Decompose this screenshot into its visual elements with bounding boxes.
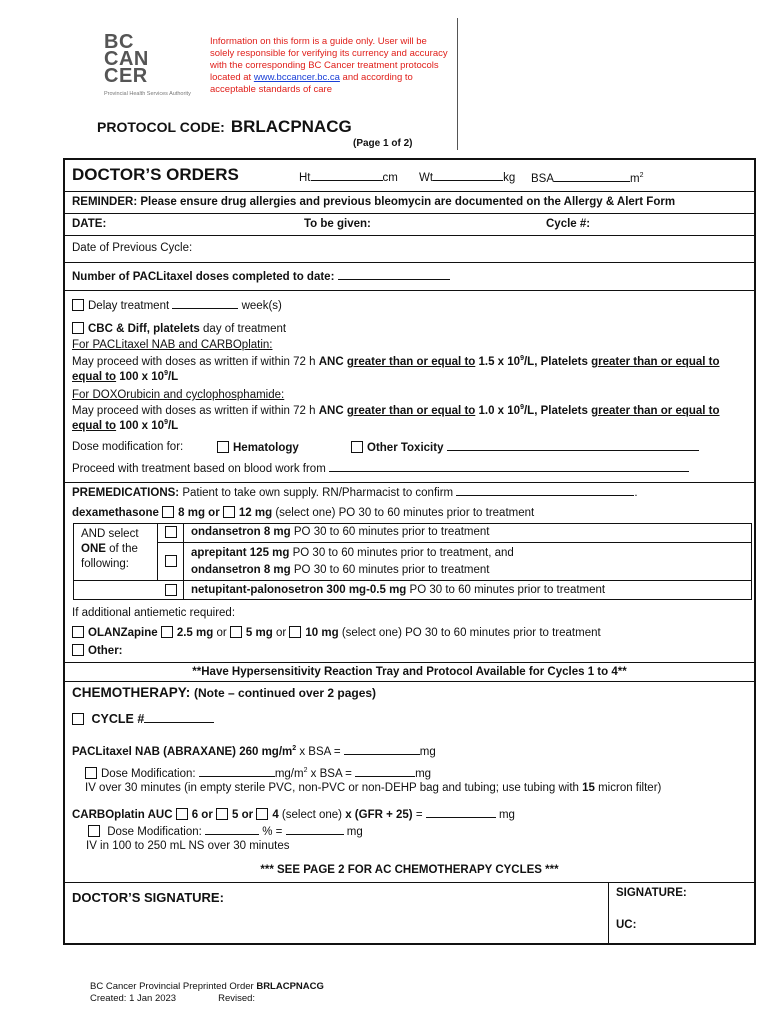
prev-cycle-field[interactable]: Date of Previous Cycle: [72,242,193,254]
footer: BC Cancer Provincial Preprinted Order BRLACPNACG Created: 1 Jan 2023 Revised: [90,981,324,1004]
doctors-orders-form: DOCTOR’S ORDERS Ht cm Wt kg BSA $m^2$ REMINDER: Please ensure drug allergies and previous bleomycin are documented on the Allergy & Alert Form DATE: To be given: Cycle #: Date of Previous Cycle: Number of PACLitaxel doses completed to date: Delay treatment week(s) CBC & Diff, platelets day of treatment For PACLitaxel NAB and CARBOplatin: May proceed with doses as written if within 72 h ANC greater than or equal to 1.5 x $10^9/L$, Platelets greater than or equal to equal to 100 x $10^9/L$ For DOXOrubicin and cyclophosphamide: May proceed with doses as written if within 72 h ANC greater than or equal to 1.0 x $10^9/L$, Platelets greater than or equal to equal to 100 x $10^9/L$ Dose modification for: Hematology Other Toxicity Proceed with treatment based on blood work from PREMEDICATIONS: Patient to take own supply. RN/Pharmacist to confirm . dexamethasone 8 mg or 12 mg (select one) PO 30 to 60 minutes prior to treatment AND select ONE of the following: ondansetron 8 mg PO 30 to 60 minutes prior to treatment aprepitant 125 mg PO 30 to 60 minutes prior to treatment, and ondansetron 8 mg PO 30 to 60 minutes prior to treatment netupitant-palonosetron 300 mg-0.5 mg PO 30 to 60 minutes prior to treatment If additional antiemetic required: OLANZapine 2.5 mg or 5 mg or 10 mg (select one) PO 30 to 60 minutes prior to treatment Other: **Have Hypersensitivity Reaction Tray and Protocol Available for Cycles 1 to 4** CHEMOTHERAPY: (Note – continued over 2 pages) CYCLE # PACLitaxel NAB (ABRAXANE) 260 $mg/m^2$ x BSA = mg Dose Modification: $mg/m^2$ x BSA = mg IV over 30 minutes (in empty sterile PVC, non-PVC or non-DEHP bag and tubing; use tubing with 15 micron filter) CARBOplatin AUC 6 or 5 or 4 (select one) x (GFR + 25) = mg Dose Modification: % = mg IV in 100 to 250 mL NS over 30 minutes *** SEE PAGE 2 FOR AC CHEMOTHERAPY CYCLES *** DOCTOR’S SIGNATURE: SIGNATURE: UC: [63,158,756,945]
dexamethasone-row: dexamethasone 8 mg or 12 mg (select one) PO 30 to 60 minutes prior to treatment [72,507,535,519]
page-number: (Page 1 of 2) [353,138,413,149]
ondansetron-option: ondansetron 8 mg PO 30 to 60 minutes prior to treatment [191,526,490,538]
pac-dose-mod-checkbox[interactable] [85,767,97,779]
reminder-row: REMINDER: Please ensure drug allergies and previous bleomycin are documented on the Allergy & Alert Form [65,192,754,214]
other-toxicity-checkbox[interactable] [351,441,363,453]
cycle-checkbox[interactable] [72,713,84,725]
delay-checkbox[interactable] [72,299,84,311]
uc-field[interactable]: UC: [616,919,637,931]
treatment-section: Delay treatment week(s) CBC & Diff, platelets day of treatment For PACLitaxel NAB and CARBOplatin: May proceed with doses as written if within 72 h ANC greater than or equal to 1.5 x $10^9/L$, Platelets greater than or equal to equal to 100 x $10^9/L$ For DOXOrubicin and cyclophosphamide: May proceed with doses as written if within 72 h ANC greater than or equal to 1.0 x $10^9/L$, Platelets greater than or equal to equal to 100 x $10^9/L$ Dose modification for: Hematology Other Toxicity Proceed with treatment based on blood work from [65,291,754,483]
weight-field[interactable]: Wt kg [419,172,516,184]
carboplatin-dose[interactable]: CARBOplatin AUC 6 or 5 or 4 (select one) x (GFR + 25) = mg [72,809,515,821]
olanz-10mg-checkbox[interactable] [289,626,301,638]
height-field[interactable]: Ht cm [299,172,398,184]
and-select-label: AND select ONE of the following: [81,528,139,570]
date-row [65,214,754,236]
proceed-blood-field[interactable]: Proceed with treatment based on blood work from [72,463,689,475]
other-antiemetic-checkbox[interactable] [72,644,84,656]
olanz-2-5mg-checkbox[interactable] [161,626,173,638]
cbc-option[interactable]: CBC & Diff, platelets day of treatment [72,322,286,335]
pac-doses-field[interactable]: Number of PACLitaxel doses completed to date: [72,271,450,283]
carbo-dose-modification[interactable]: Dose Modification: % = mg [88,825,363,838]
header-divider [457,18,458,150]
auc6-checkbox[interactable] [176,808,188,820]
antiemetic-table [73,523,752,600]
auc5-checkbox[interactable] [216,808,228,820]
netupitant-option: netupitant-palonosetron 300 mg-0.5 mg PO 30 to 60 minutes prior to treatment [191,584,606,596]
prev-cycle-row [65,236,754,263]
cycle-field[interactable]: Cycle #: [546,218,591,230]
orders-title-row [65,160,754,192]
signature-row [65,883,754,943]
disclaimer: Information on this form is a guide only. User will be solely responsible for verifying its currency and accuracy with the corresponding BC Cancer treatment protocols located at www.bccancer.bc.ca and according to acceptable standards of care [210,36,448,95]
bccancer-link[interactable]: www.bccancer.bc.ca [253,72,340,83]
hematology-option[interactable]: Hematology [217,441,299,454]
cbc-checkbox[interactable] [72,322,84,334]
hsr-row: **Have Hypersensitivity Reaction Tray and Protocol Available for Cycles 1 to 4** [65,663,754,682]
orders-title: DOCTOR’S ORDERS [72,165,239,184]
carbo-dose-mod-checkbox[interactable] [88,825,100,837]
bsa-field[interactable]: BSA $m^2$ [531,172,644,185]
dexa-8mg-checkbox[interactable] [162,506,174,518]
cycle-number-field[interactable]: CYCLE # [72,712,214,726]
other-toxicity-option[interactable]: Other Toxicity [351,441,699,454]
other-antiemetic[interactable]: Other: [72,644,123,657]
hematology-checkbox[interactable] [217,441,229,453]
dexa-12mg-checkbox[interactable] [223,506,235,518]
date-field[interactable]: DATE: [72,218,107,230]
chemo-title: CHEMOTHERAPY: (Note – continued over 2 pages) [72,685,377,700]
premed-intro: PREMEDICATIONS: Patient to take own supply. RN/Pharmacist to confirm . [72,487,638,499]
bc-cancer-logo: BC CAN CER [104,31,149,87]
pac-proceed-text: May proceed with doses as written if within 72 h ANC greater than or equal to 1.5 x $10^9/L$, Platelets greater than or equal to [72,355,720,368]
doctor-signature-field[interactable]: DOCTOR’S SIGNATURE: [72,890,224,905]
olanzapine-row: OLANZapine 2.5 mg or 5 mg or 10 mg (select one) PO 30 to 60 minutes prior to treatment [72,626,601,639]
auc4-checkbox[interactable] [256,808,268,820]
olanzapine-checkbox[interactable] [72,626,84,638]
logo-subtitle: Provincial Health Services Authority [104,91,191,97]
dox-proceed-text: May proceed with doses as written if within 72 h ANC greater than or equal to 1.0 x $10^9/L$, Platelets greater than or equal to [72,404,720,417]
pac-dose-modification[interactable]: Dose Modification: $mg/m^2$ x BSA = mg [85,767,431,780]
olanz-5mg-checkbox[interactable] [230,626,242,638]
ondansetron-checkbox[interactable] [165,526,177,538]
delay-treatment[interactable]: Delay treatment week(s) [72,299,282,312]
protocol-code: PROTOCOL CODE: BRLACPNACG [97,117,352,136]
paclitaxel-dose[interactable]: PACLitaxel NAB (ABRAXANE) 260 $mg/m^2$ x BSA = mg [72,745,436,758]
pac-doses-row [65,263,754,291]
chemotherapy-section: CHEMOTHERAPY: (Note – continued over 2 pages) CYCLE # PACLitaxel NAB (ABRAXANE) 260 $mg/m^2$ x BSA = mg Dose Modification: $mg/m^2$ x BSA = mg IV over 30 minutes (in empty sterile PVC, non-PVC or non-DEHP bag and tubing; use tubing with 15 micron filter) CARBOplatin AUC 6 or 5 or 4 (select one) x (GFR + 25) = mg Dose Modification: % = mg IV in 100 to 250 mL NS over 30 minutes *** SEE PAGE 2 FOR AC CHEMOTHERAPY CYCLES *** [65,682,754,883]
aprepitant-option: aprepitant 125 mg PO 30 to 60 minutes prior to treatment, and ondansetron 8 mg PO 30 to 60 minutes prior to treatment [191,547,514,576]
netupitant-checkbox[interactable] [165,584,177,596]
aprepitant-checkbox[interactable] [165,555,177,567]
to-be-given-field[interactable]: To be given: [304,218,371,230]
signature-field[interactable]: SIGNATURE: [616,887,687,899]
